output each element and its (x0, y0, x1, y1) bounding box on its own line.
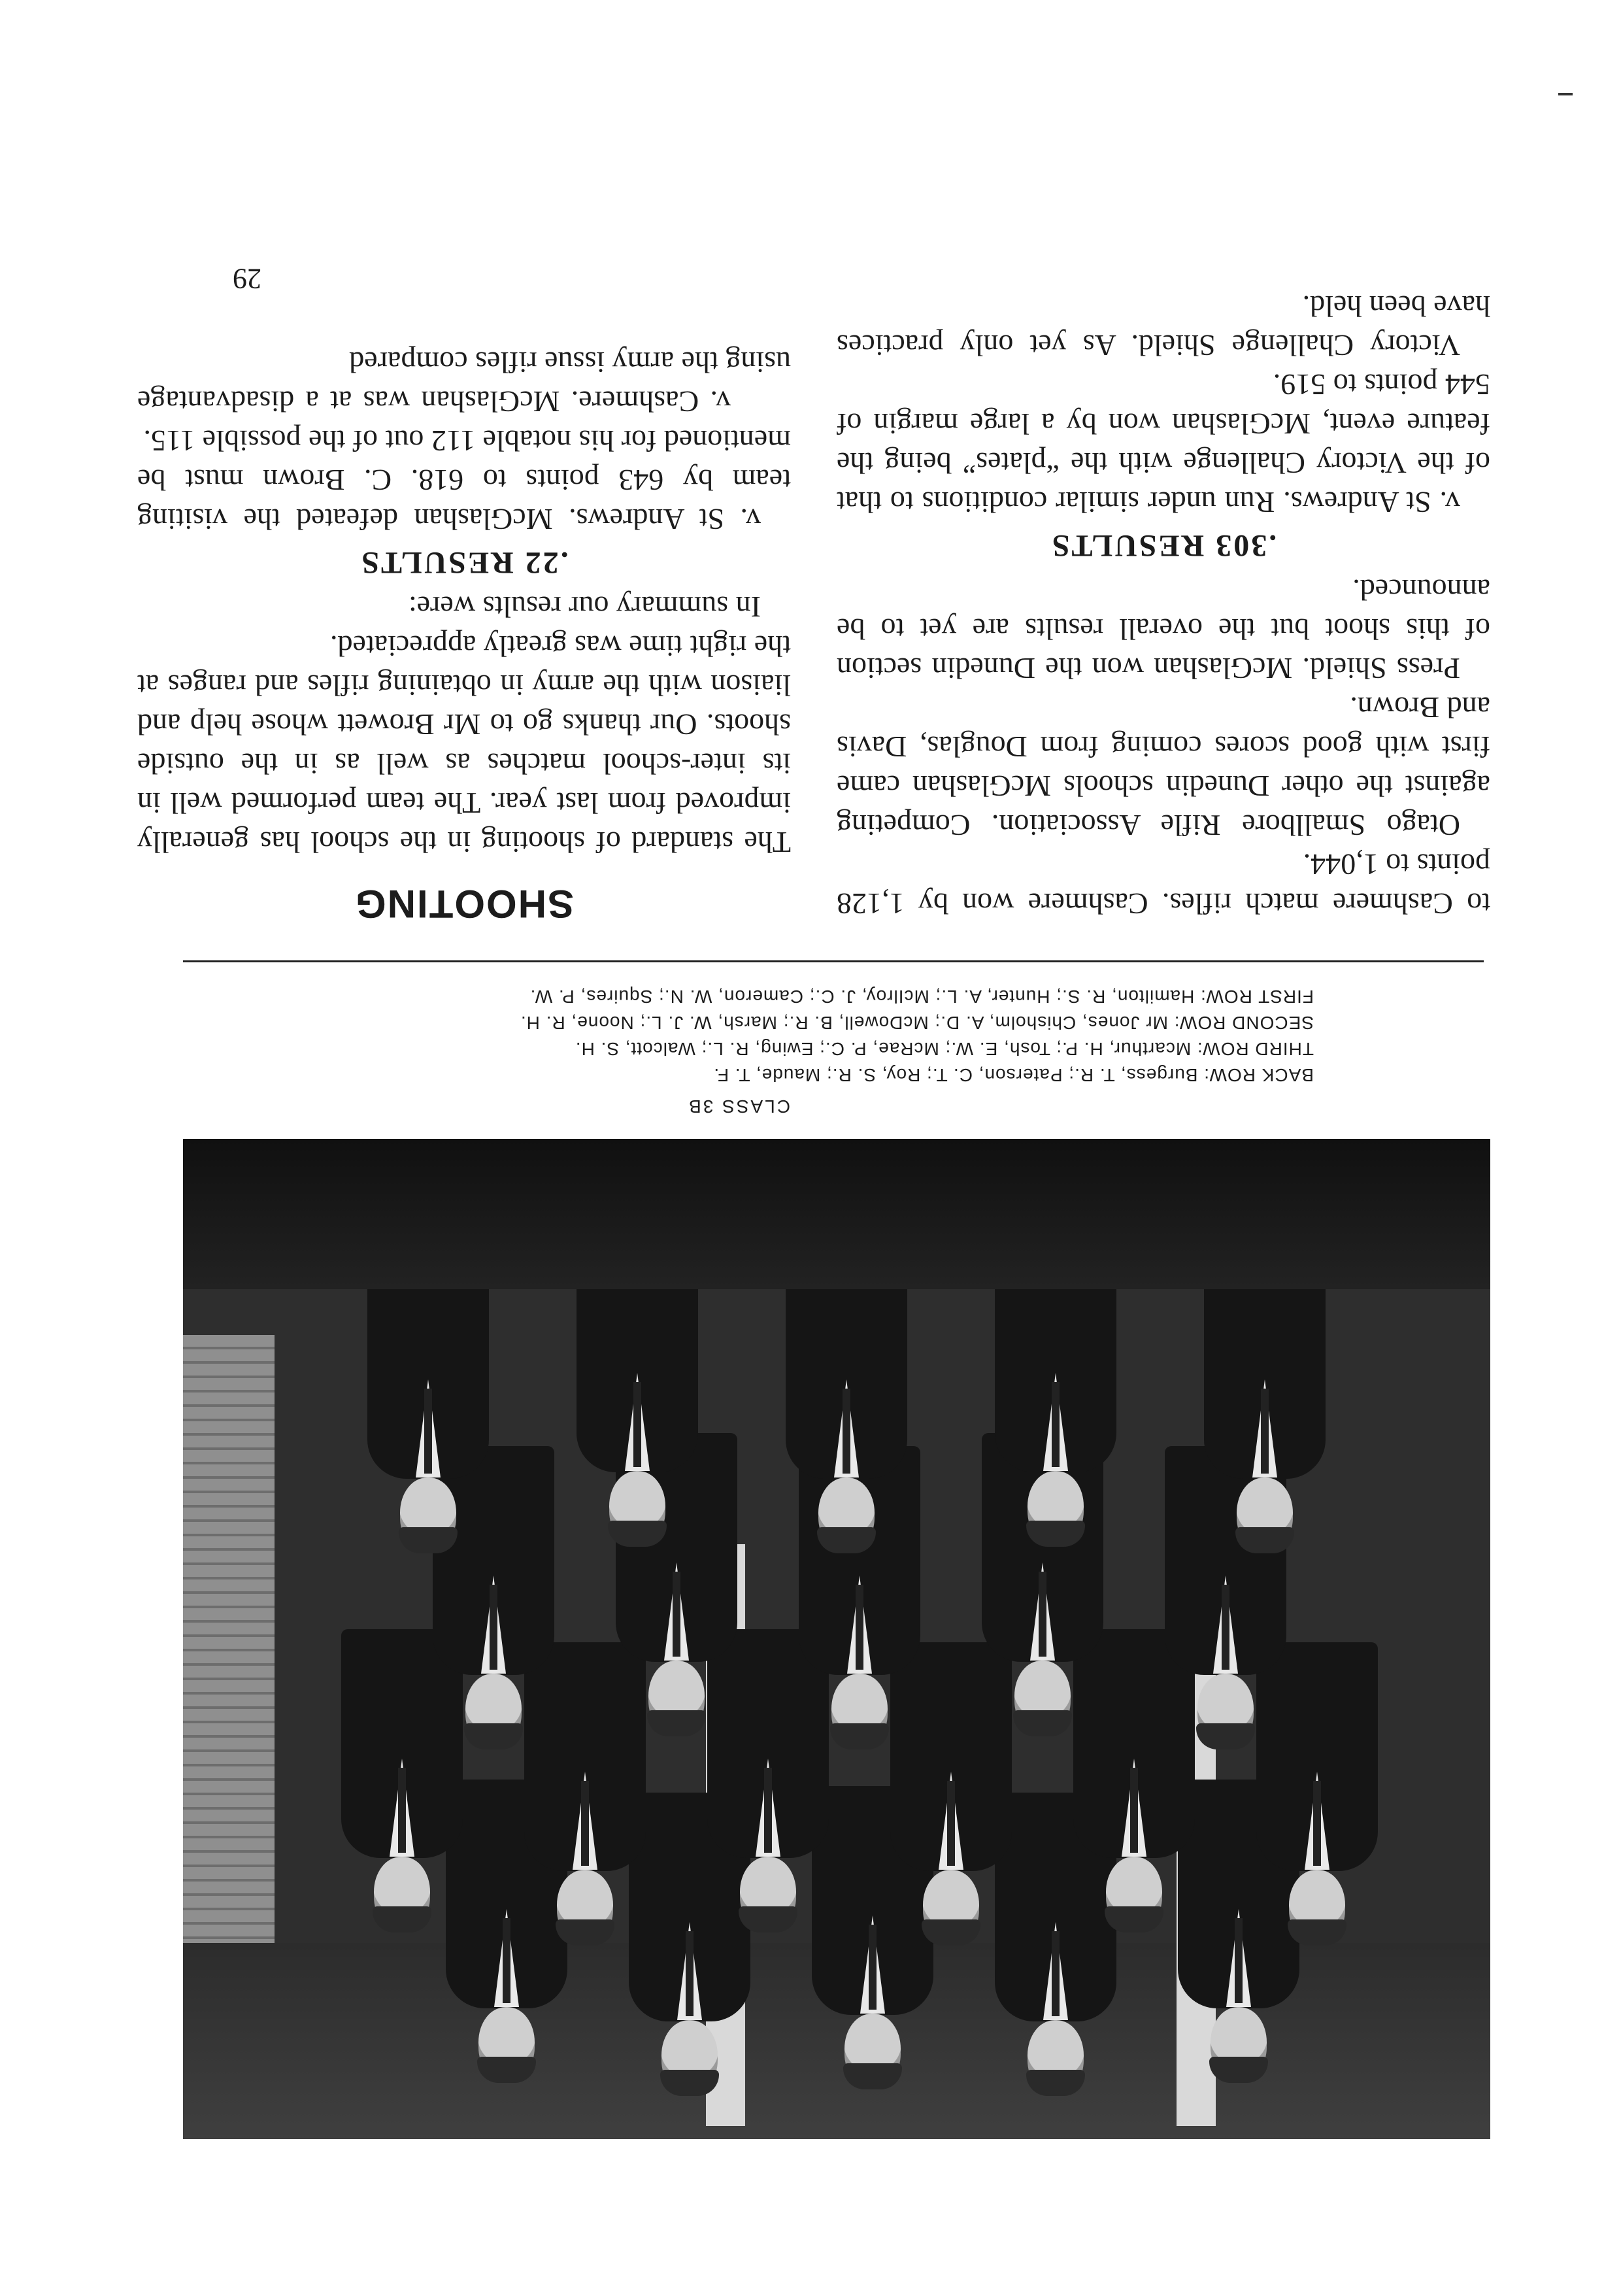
brick-wall (183, 1335, 275, 1943)
caption-third-row: THIRD ROW: Mcarthur, H. P.; Tosh, E. W.; McRae, P. C.; Ewing, R. L.; Walcott, S. H. (575, 1039, 1314, 1059)
st-andrews-303-paragraph: v. St Andrews. Run under similar conditions to that of the Victory Challenge with the “plates” being the feature event, McGlashan won by a large margin of 544 points to 519. (837, 368, 1490, 519)
student-figure (1196, 1250, 1333, 1551)
caption-title: CLASS 3B (687, 1096, 790, 1117)
st-andrews-22-paragraph: v. St Andrews. McGlashan defeated the visiting team by 643 points to 618. C. Brown must be mentioned for his notable 112 out of the possible 115. (137, 424, 791, 536)
article-heading: SHOOTING (354, 882, 575, 926)
article-left-column (137, 343, 791, 926)
cashmere-continued-paragraph: to Cashmere match rifles. Cashmere won by 1,128 points to 1,044. (837, 848, 1490, 920)
scan-mark (1558, 93, 1573, 95)
caption-first-row: FIRST ROW: Hamilton, R. S.; Hunter, A. L.; McIlroy, J. C.; Cameron, W. N.; Squires, P. W. (529, 987, 1314, 1007)
student-figure (778, 1250, 915, 1551)
caption-back-row: BACK ROW: Burgess, T. R.; Paterson, C. T.; Roy, S. R.; Maude, T. F. (713, 1065, 1314, 1085)
press-shield-paragraph: Press Shield. McGlashan won the Dunedin section of this shoot but the overall results are yet to be announced. (837, 573, 1490, 685)
caption-second-row: SECOND ROW: Mr Jones, Chisholm, A. D.; McDowell, B. R.; Marsh, W. J. L.; Noone, R. H. (520, 1013, 1314, 1033)
cashmere-22-paragraph: v. Cashmere. McGlashan was at a disadvantage using the army issue rifles compared (137, 346, 791, 418)
page-number: 29 (233, 263, 261, 295)
intro-paragraph: The standard of shooting in the school has generally improved from last year. The team performed well in its inter-school matches as well as in the outside shoots. Our thanks go to Mr Browett whose help and liaison with the army in obtaining rifles and ranges at the right time was greatly appreciated. (137, 630, 791, 859)
article-right-column (837, 286, 1490, 923)
subheading-303-results: .303 RESULTS (1050, 528, 1277, 563)
student-figure (359, 1250, 497, 1551)
otago-smallbore-paragraph: Otago Smallbore Rifle Association. Competing against the other Dunedin schools McGlashan came first with good scores coming from Douglas, Davis and Brown. (837, 691, 1490, 842)
victory-challenge-paragraph: Victory Challenge Shield. As yet only practices have been held. (837, 290, 1490, 362)
class-3b-group-photo (183, 1139, 1490, 2139)
subheading-22-results: .22 RESULTS (359, 545, 569, 580)
photo-floor (183, 1139, 1490, 1289)
summary-intro: In summary our results were: (408, 590, 761, 624)
photo-caption (163, 983, 1314, 1119)
horizontal-rule (183, 960, 1484, 962)
